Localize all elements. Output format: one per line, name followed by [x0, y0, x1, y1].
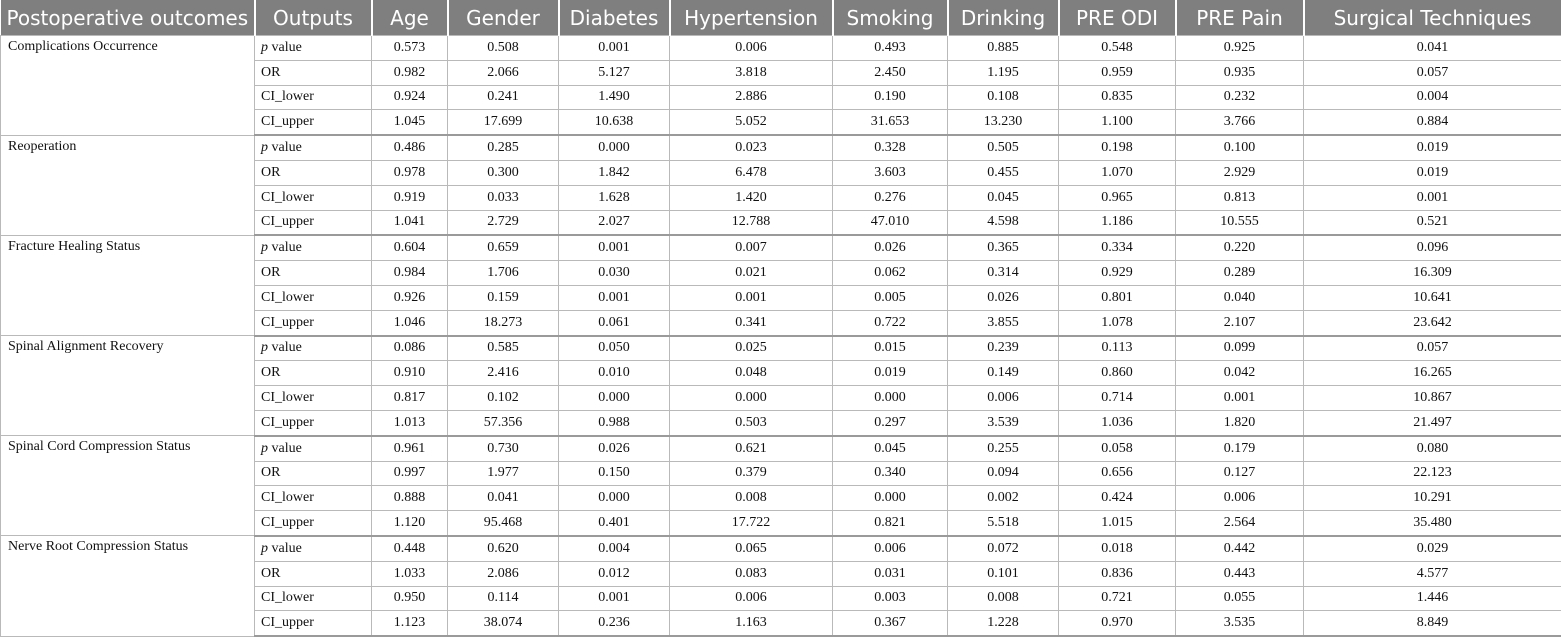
value-cell: 0.026	[833, 235, 948, 260]
value-cell: 23.642	[1304, 310, 1561, 335]
p-value-suffix: value	[268, 541, 302, 556]
output-label: CI_lower	[255, 586, 372, 611]
outcome-label: Complications Occurrence	[1, 36, 255, 136]
output-label: CI_lower	[255, 486, 372, 511]
value-cell: 0.045	[948, 185, 1059, 210]
output-label	[255, 36, 372, 61]
value-cell: 1.163	[670, 611, 833, 636]
value-cell: 18.273	[448, 310, 559, 335]
output-label: OR	[255, 60, 372, 85]
p-symbol: p	[261, 340, 268, 355]
value-cell: 1.842	[559, 160, 670, 185]
value-cell: 0.935	[1176, 60, 1304, 85]
value-cell: 8.849	[1304, 611, 1561, 636]
p-value-row	[1, 536, 1561, 561]
value-cell: 2.086	[448, 561, 559, 586]
value-cell: 0.061	[559, 310, 670, 335]
value-cell: 0.100	[1176, 135, 1304, 160]
value-cell: 1.977	[448, 461, 559, 486]
p-value-suffix: value	[268, 340, 302, 355]
value-cell: 0.220	[1176, 235, 1304, 260]
p-value-row	[1, 36, 1561, 61]
value-cell: 0.094	[948, 461, 1059, 486]
value-cell: 0.289	[1176, 261, 1304, 286]
value-cell: 17.699	[448, 110, 559, 135]
value-cell: 0.023	[670, 135, 833, 160]
value-cell: 0.448	[372, 536, 448, 561]
value-cell: 0.008	[670, 486, 833, 511]
value-cell: 0.114	[448, 586, 559, 611]
value-cell: 3.855	[948, 310, 1059, 335]
value-cell: 0.057	[1304, 60, 1561, 85]
value-cell: 0.300	[448, 160, 559, 185]
output-label	[255, 436, 372, 461]
p-symbol: p	[261, 240, 268, 255]
p-symbol: p	[261, 140, 268, 155]
value-cell: 0.236	[559, 611, 670, 636]
value-cell: 2.107	[1176, 310, 1304, 335]
output-label: CI_lower	[255, 185, 372, 210]
value-cell: 0.835	[1059, 85, 1176, 110]
value-cell: 0.239	[948, 336, 1059, 361]
value-cell: 1.100	[1059, 110, 1176, 135]
value-cell: 3.603	[833, 160, 948, 185]
value-cell: 0.328	[833, 135, 948, 160]
value-cell: 0.314	[948, 261, 1059, 286]
value-cell: 0.006	[670, 36, 833, 61]
value-cell: 0.004	[1304, 85, 1561, 110]
value-cell: 0.000	[833, 386, 948, 411]
col-header-outputs: Outputs	[255, 0, 372, 36]
value-cell: 1.045	[372, 110, 448, 135]
value-cell: 10.291	[1304, 486, 1561, 511]
value-cell: 2.450	[833, 60, 948, 85]
value-cell: 47.010	[833, 210, 948, 235]
p-value-suffix: value	[268, 40, 302, 55]
col-header-pre-pain: PRE Pain	[1176, 0, 1304, 36]
output-label: OR	[255, 561, 372, 586]
output-label: CI_upper	[255, 310, 372, 335]
value-cell: 0.019	[833, 361, 948, 386]
value-cell: 1.628	[559, 185, 670, 210]
value-cell: 0.096	[1304, 235, 1561, 260]
outcome-label: Spinal Alignment Recovery	[1, 336, 255, 436]
value-cell: 0.006	[1176, 486, 1304, 511]
value-cell: 0.340	[833, 461, 948, 486]
value-cell: 0.108	[948, 85, 1059, 110]
p-value-suffix: value	[268, 441, 302, 456]
value-cell: 1.046	[372, 310, 448, 335]
value-cell: 5.518	[948, 511, 1059, 536]
value-cell: 0.065	[670, 536, 833, 561]
value-cell: 0.334	[1059, 235, 1176, 260]
value-cell: 0.888	[372, 486, 448, 511]
value-cell: 0.255	[948, 436, 1059, 461]
value-cell: 0.585	[448, 336, 559, 361]
value-cell: 0.401	[559, 511, 670, 536]
value-cell: 0.493	[833, 36, 948, 61]
col-header-hypertension: Hypertension	[670, 0, 833, 36]
value-cell: 38.074	[448, 611, 559, 636]
value-cell: 0.101	[948, 561, 1059, 586]
value-cell: 35.480	[1304, 511, 1561, 536]
col-header-drinking: Drinking	[948, 0, 1059, 36]
table-body	[1, 36, 1561, 637]
value-cell: 0.000	[559, 386, 670, 411]
value-cell: 0.190	[833, 85, 948, 110]
outcome-label: Nerve Root Compression Status	[1, 536, 255, 636]
value-cell: 10.555	[1176, 210, 1304, 235]
value-cell: 0.006	[833, 536, 948, 561]
value-cell: 1.706	[448, 261, 559, 286]
output-label: CI_upper	[255, 511, 372, 536]
output-label: OR	[255, 361, 372, 386]
value-cell: 0.019	[1304, 135, 1561, 160]
value-cell: 0.001	[559, 285, 670, 310]
value-cell: 0.198	[1059, 135, 1176, 160]
value-cell: 0.982	[372, 60, 448, 85]
value-cell: 0.012	[559, 561, 670, 586]
value-cell: 0.884	[1304, 110, 1561, 135]
value-cell: 3.535	[1176, 611, 1304, 636]
value-cell: 0.620	[448, 536, 559, 561]
p-value-row	[1, 336, 1561, 361]
value-cell: 0.276	[833, 185, 948, 210]
value-cell: 2.027	[559, 210, 670, 235]
value-cell: 17.722	[670, 511, 833, 536]
value-cell: 0.041	[448, 486, 559, 511]
value-cell: 0.050	[559, 336, 670, 361]
col-header-pre-odi: PRE ODI	[1059, 0, 1176, 36]
value-cell: 0.004	[559, 536, 670, 561]
value-cell: 0.000	[559, 486, 670, 511]
value-cell: 2.886	[670, 85, 833, 110]
value-cell: 0.000	[670, 386, 833, 411]
value-cell: 0.573	[372, 36, 448, 61]
value-cell: 0.099	[1176, 336, 1304, 361]
output-label: CI_lower	[255, 386, 372, 411]
p-value-row	[1, 436, 1561, 461]
p-symbol: p	[261, 441, 268, 456]
value-cell: 1.036	[1059, 410, 1176, 435]
value-cell: 1.420	[670, 185, 833, 210]
value-cell: 1.446	[1304, 586, 1561, 611]
value-cell: 0.113	[1059, 336, 1176, 361]
value-cell: 10.641	[1304, 285, 1561, 310]
value-cell: 0.965	[1059, 185, 1176, 210]
value-cell: 0.001	[1176, 386, 1304, 411]
value-cell: 0.813	[1176, 185, 1304, 210]
value-cell: 0.000	[559, 135, 670, 160]
p-value-row	[1, 135, 1561, 160]
col-header-smoking: Smoking	[833, 0, 948, 36]
value-cell: 13.230	[948, 110, 1059, 135]
value-cell: 0.659	[448, 235, 559, 260]
value-cell: 5.127	[559, 60, 670, 85]
value-cell: 0.062	[833, 261, 948, 286]
value-cell: 0.503	[670, 410, 833, 435]
value-cell: 0.730	[448, 436, 559, 461]
output-label: OR	[255, 160, 372, 185]
col-header-outcomes: Postoperative outcomes	[1, 0, 255, 36]
value-cell: 0.000	[833, 486, 948, 511]
value-cell: 0.001	[559, 36, 670, 61]
output-label: CI_upper	[255, 210, 372, 235]
value-cell: 0.910	[372, 361, 448, 386]
p-value-row	[1, 235, 1561, 260]
value-cell: 0.926	[372, 285, 448, 310]
value-cell: 0.001	[1304, 185, 1561, 210]
value-cell: 4.598	[948, 210, 1059, 235]
value-cell: 5.052	[670, 110, 833, 135]
value-cell: 57.356	[448, 410, 559, 435]
value-cell: 0.006	[948, 386, 1059, 411]
value-cell: 0.008	[948, 586, 1059, 611]
value-cell: 1.013	[372, 410, 448, 435]
value-cell: 0.015	[833, 336, 948, 361]
value-cell: 31.653	[833, 110, 948, 135]
value-cell: 3.818	[670, 60, 833, 85]
value-cell: 0.297	[833, 410, 948, 435]
value-cell: 2.416	[448, 361, 559, 386]
value-cell: 1.041	[372, 210, 448, 235]
value-cell: 0.045	[833, 436, 948, 461]
value-cell: 0.821	[833, 511, 948, 536]
value-cell: 0.048	[670, 361, 833, 386]
value-cell: 0.080	[1304, 436, 1561, 461]
value-cell: 1.228	[948, 611, 1059, 636]
value-cell: 0.025	[670, 336, 833, 361]
output-label: CI_upper	[255, 410, 372, 435]
value-cell: 0.970	[1059, 611, 1176, 636]
value-cell: 0.026	[559, 436, 670, 461]
value-cell: 0.026	[948, 285, 1059, 310]
p-symbol: p	[261, 541, 268, 556]
value-cell: 0.010	[559, 361, 670, 386]
value-cell: 0.001	[670, 285, 833, 310]
value-cell: 0.072	[948, 536, 1059, 561]
value-cell: 0.005	[833, 285, 948, 310]
value-cell: 0.621	[670, 436, 833, 461]
output-label	[255, 135, 372, 160]
value-cell: 1.078	[1059, 310, 1176, 335]
outcome-label: Reoperation	[1, 135, 255, 235]
p-value-suffix: value	[268, 140, 302, 155]
value-cell: 0.801	[1059, 285, 1176, 310]
value-cell: 2.066	[448, 60, 559, 85]
value-cell: 21.497	[1304, 410, 1561, 435]
value-cell: 0.860	[1059, 361, 1176, 386]
value-cell: 0.961	[372, 436, 448, 461]
output-label: CI_upper	[255, 611, 372, 636]
value-cell: 0.083	[670, 561, 833, 586]
value-cell: 0.033	[448, 185, 559, 210]
value-cell: 0.714	[1059, 386, 1176, 411]
value-cell: 0.127	[1176, 461, 1304, 486]
value-cell: 0.019	[1304, 160, 1561, 185]
value-cell: 3.766	[1176, 110, 1304, 135]
value-cell: 1.820	[1176, 410, 1304, 435]
value-cell: 1.015	[1059, 511, 1176, 536]
value-cell: 0.721	[1059, 586, 1176, 611]
col-header-age: Age	[372, 0, 448, 36]
value-cell: 95.468	[448, 511, 559, 536]
value-cell: 0.959	[1059, 60, 1176, 85]
outcome-label: Fracture Healing Status	[1, 235, 255, 335]
output-label: OR	[255, 261, 372, 286]
value-cell: 3.539	[948, 410, 1059, 435]
output-label: CI_lower	[255, 285, 372, 310]
value-cell: 0.722	[833, 310, 948, 335]
value-cell: 0.836	[1059, 561, 1176, 586]
value-cell: 0.455	[948, 160, 1059, 185]
output-label: CI_upper	[255, 110, 372, 135]
value-cell: 0.929	[1059, 261, 1176, 286]
value-cell: 0.179	[1176, 436, 1304, 461]
value-cell: 0.379	[670, 461, 833, 486]
value-cell: 0.149	[948, 361, 1059, 386]
value-cell: 1.186	[1059, 210, 1176, 235]
p-symbol: p	[261, 40, 268, 55]
value-cell: 6.478	[670, 160, 833, 185]
value-cell: 0.018	[1059, 536, 1176, 561]
value-cell: 0.031	[833, 561, 948, 586]
value-cell: 0.030	[559, 261, 670, 286]
value-cell: 0.021	[670, 261, 833, 286]
value-cell: 0.001	[559, 586, 670, 611]
value-cell: 16.309	[1304, 261, 1561, 286]
value-cell: 0.002	[948, 486, 1059, 511]
value-cell: 0.001	[559, 235, 670, 260]
value-cell: 0.656	[1059, 461, 1176, 486]
value-cell: 0.006	[670, 586, 833, 611]
col-header-diabetes: Diabetes	[559, 0, 670, 36]
value-cell: 1.070	[1059, 160, 1176, 185]
value-cell: 0.150	[559, 461, 670, 486]
value-cell: 0.443	[1176, 561, 1304, 586]
value-cell: 0.086	[372, 336, 448, 361]
p-value-suffix: value	[268, 240, 302, 255]
output-label: CI_lower	[255, 85, 372, 110]
value-cell: 0.365	[948, 235, 1059, 260]
value-cell: 0.978	[372, 160, 448, 185]
value-cell: 0.548	[1059, 36, 1176, 61]
value-cell: 1.195	[948, 60, 1059, 85]
value-cell: 0.232	[1176, 85, 1304, 110]
value-cell: 0.285	[448, 135, 559, 160]
value-cell: 0.885	[948, 36, 1059, 61]
value-cell: 0.997	[372, 461, 448, 486]
value-cell: 10.638	[559, 110, 670, 135]
value-cell: 0.508	[448, 36, 559, 61]
value-cell: 0.102	[448, 386, 559, 411]
value-cell: 0.058	[1059, 436, 1176, 461]
value-cell: 0.159	[448, 285, 559, 310]
value-cell: 0.341	[670, 310, 833, 335]
value-cell: 0.007	[670, 235, 833, 260]
output-label	[255, 235, 372, 260]
value-cell: 2.929	[1176, 160, 1304, 185]
value-cell: 2.564	[1176, 511, 1304, 536]
value-cell: 2.729	[448, 210, 559, 235]
value-cell: 0.817	[372, 386, 448, 411]
value-cell: 0.040	[1176, 285, 1304, 310]
value-cell: 0.925	[1176, 36, 1304, 61]
col-header-gender: Gender	[448, 0, 559, 36]
value-cell: 0.442	[1176, 536, 1304, 561]
value-cell: 0.984	[372, 261, 448, 286]
value-cell: 22.123	[1304, 461, 1561, 486]
value-cell: 4.577	[1304, 561, 1561, 586]
col-header-surgical-techniques: Surgical Techniques	[1304, 0, 1561, 36]
output-label	[255, 536, 372, 561]
value-cell: 10.867	[1304, 386, 1561, 411]
value-cell: 0.041	[1304, 36, 1561, 61]
value-cell: 0.424	[1059, 486, 1176, 511]
value-cell: 0.486	[372, 135, 448, 160]
value-cell: 16.265	[1304, 361, 1561, 386]
value-cell: 0.367	[833, 611, 948, 636]
value-cell: 12.788	[670, 210, 833, 235]
value-cell: 0.950	[372, 586, 448, 611]
value-cell: 1.490	[559, 85, 670, 110]
value-cell: 0.919	[372, 185, 448, 210]
value-cell: 0.604	[372, 235, 448, 260]
header-row	[1, 0, 1561, 36]
output-label	[255, 336, 372, 361]
value-cell: 0.055	[1176, 586, 1304, 611]
value-cell: 0.241	[448, 85, 559, 110]
value-cell: 0.042	[1176, 361, 1304, 386]
value-cell: 0.505	[948, 135, 1059, 160]
value-cell: 0.003	[833, 586, 948, 611]
value-cell: 0.057	[1304, 336, 1561, 361]
output-label: OR	[255, 461, 372, 486]
value-cell: 1.120	[372, 511, 448, 536]
value-cell: 1.123	[372, 611, 448, 636]
value-cell: 0.988	[559, 410, 670, 435]
value-cell: 1.033	[372, 561, 448, 586]
value-cell: 0.521	[1304, 210, 1561, 235]
value-cell: 0.029	[1304, 536, 1561, 561]
outcome-label: Spinal Cord Compression Status	[1, 436, 255, 536]
value-cell: 0.924	[372, 85, 448, 110]
